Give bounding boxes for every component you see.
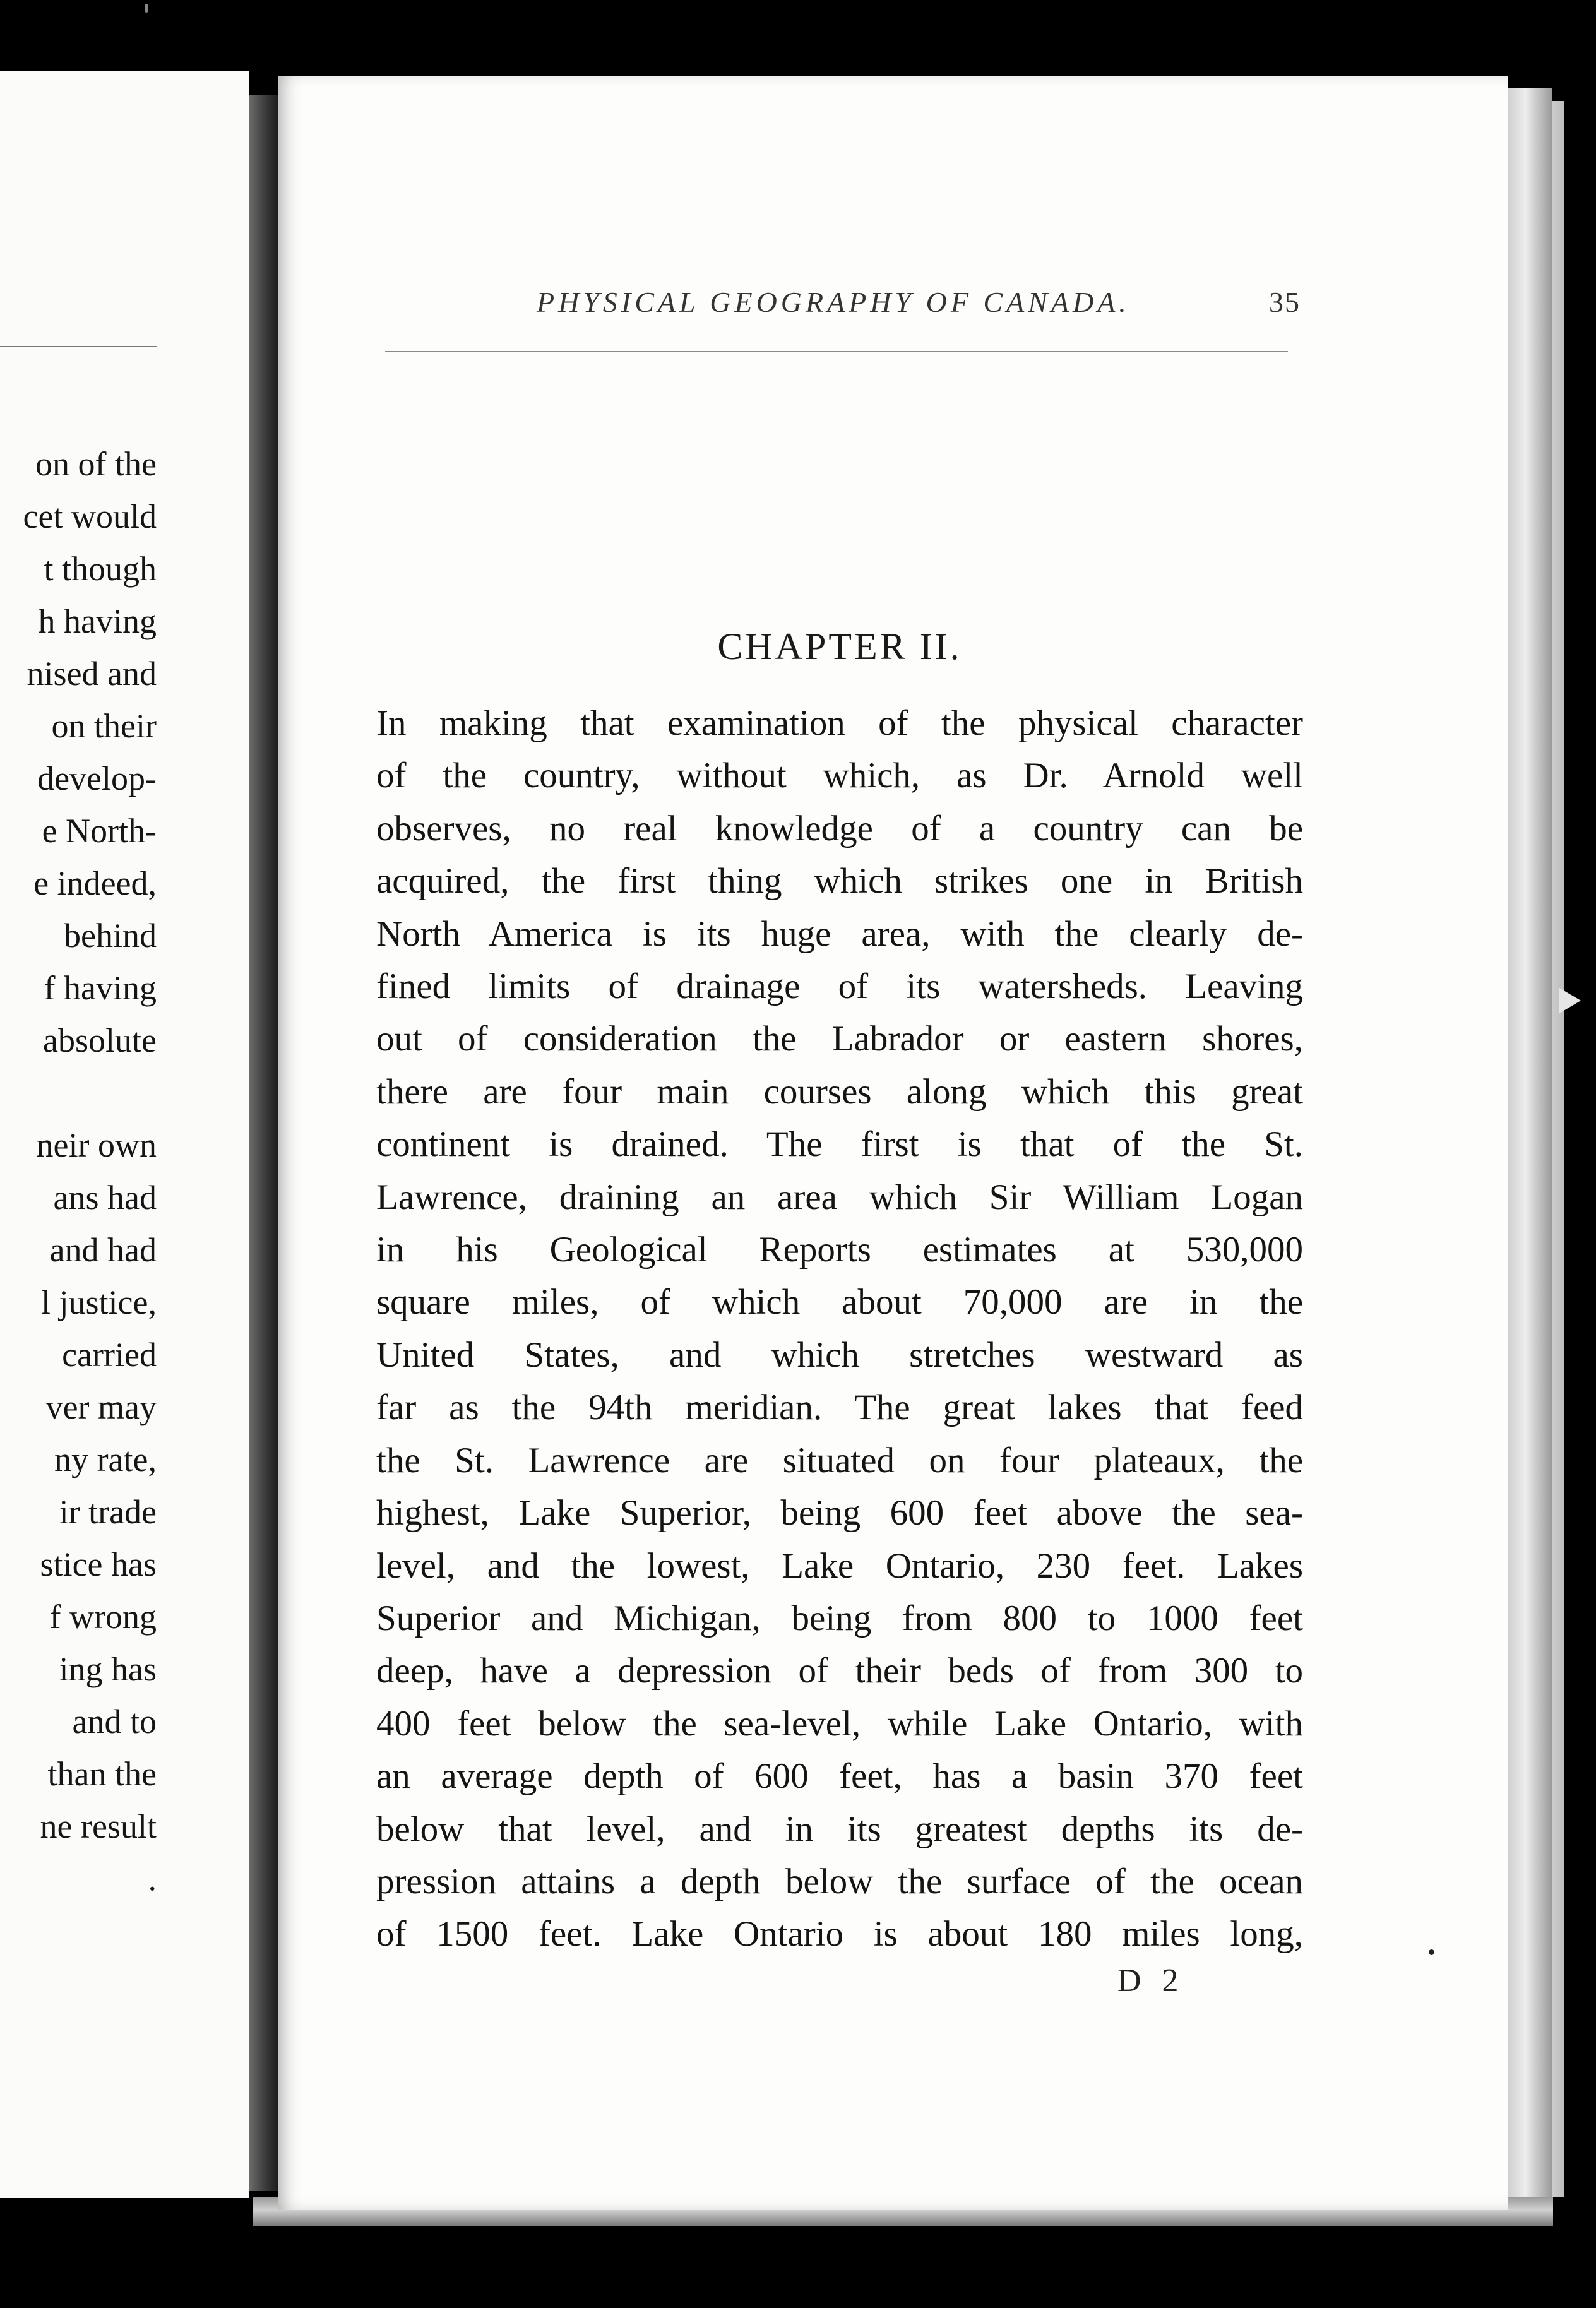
page-number: 35 bbox=[1269, 286, 1301, 318]
text-line: square miles, of which about 70,000 are in the bbox=[376, 1282, 1303, 1323]
left-page-line: neir own bbox=[36, 1126, 157, 1164]
left-page-line: nised and bbox=[27, 655, 157, 693]
text-line: observes, no real knowledge of a country can be bbox=[376, 808, 1303, 848]
left-page-line: f having bbox=[44, 969, 157, 1007]
left-page-line: stice has bbox=[40, 1545, 157, 1583]
text-line: below that level, and in its greatest depths its de- bbox=[376, 1809, 1303, 1849]
left-page-line: absolute bbox=[43, 1021, 157, 1059]
left-page-line: cet would bbox=[23, 497, 157, 535]
body-text bbox=[376, 697, 1303, 1961]
page-edge bbox=[1508, 88, 1552, 2203]
text-line: level, and the lowest, Lake Ontario, 230 feet. Lakes bbox=[376, 1545, 1303, 1586]
text-line: pression attains a depth below the surface of the ocean bbox=[376, 1861, 1303, 1901]
left-page-line: ne result bbox=[40, 1807, 157, 1845]
text-line: North America is its huge area, with the clearly de- bbox=[376, 913, 1303, 954]
left-page-line: ans had bbox=[53, 1179, 157, 1216]
left-page-line: f wrong bbox=[49, 1598, 157, 1636]
left-page-line: t though bbox=[44, 550, 157, 588]
left-page-line: behind bbox=[64, 917, 157, 955]
text-line: out of consideration the Labrador or eastern shores, bbox=[376, 1019, 1303, 1059]
text-line: highest, Lake Superior, being 600 feet above the sea- bbox=[376, 1493, 1303, 1533]
text-line: Lawrence, draining an area which Sir William Logan bbox=[376, 1177, 1303, 1217]
left-page-line: ver may bbox=[45, 1388, 157, 1426]
text-line: the St. Lawrence are situated on four plateaux, the bbox=[376, 1440, 1303, 1480]
text-line: there are four main courses along which this great bbox=[376, 1071, 1303, 1112]
left-page-text bbox=[0, 438, 157, 1905]
left-page-line: than the bbox=[47, 1755, 157, 1793]
facing-page-left bbox=[0, 71, 249, 2198]
text-line: of 1500 feet. Lake Ontario is about 180 miles long, bbox=[376, 1914, 1303, 1954]
left-page-line: ir trade bbox=[59, 1493, 157, 1531]
chapter-title: CHAPTER II. bbox=[717, 626, 962, 667]
left-page-line: ing has bbox=[59, 1650, 157, 1688]
running-head-title: PHYSICAL GEOGRAPHY OF CANADA. bbox=[537, 286, 1130, 318]
left-page-line: on of the bbox=[35, 445, 157, 483]
signature-mark: D 2 bbox=[1117, 1963, 1185, 1999]
left-page-line: . bbox=[148, 1860, 157, 1898]
left-page-line: develop- bbox=[37, 759, 157, 797]
text-line: far as the 94th meridian. The great lakes that feed bbox=[376, 1388, 1303, 1428]
text-line: In making that examination of the physical character bbox=[376, 703, 1303, 743]
text-line: continent is drained. The first is that of the St. bbox=[376, 1124, 1303, 1165]
text-line: fined limits of drainage of its watersheds. Leaving bbox=[376, 967, 1303, 1007]
left-page-line: and to bbox=[72, 1703, 157, 1740]
left-page-line: l justice, bbox=[41, 1283, 157, 1321]
ink-speck bbox=[1429, 1949, 1434, 1955]
text-line: of the country, without which, as Dr. Arnold well bbox=[376, 756, 1303, 796]
running-head-rule bbox=[385, 351, 1288, 352]
left-page-line: carried bbox=[62, 1336, 157, 1374]
text-line: Superior and Michigan, being from 800 to 1000 feet bbox=[376, 1598, 1303, 1638]
left-page-head-rule bbox=[0, 346, 157, 347]
left-page-line bbox=[0, 1067, 157, 1119]
left-page-line: ny rate, bbox=[54, 1441, 157, 1478]
text-line: 400 feet below the sea-level, while Lake Ontario, with bbox=[376, 1703, 1303, 1744]
left-page-line: e North- bbox=[42, 812, 157, 850]
running-head bbox=[537, 285, 1301, 319]
text-line: an average depth of 600 feet, has a basin 370 feet bbox=[376, 1756, 1303, 1797]
text-line: in his Geological Reports estimates at 530,000 bbox=[376, 1230, 1303, 1270]
left-page-line: h having bbox=[38, 602, 157, 640]
text-line: acquired, the first thing which strikes one in British bbox=[376, 861, 1303, 901]
left-page-line: e indeed, bbox=[33, 864, 157, 902]
text-line: United States, and which stretches westward as bbox=[376, 1335, 1303, 1375]
text-line: deep, have a depression of their beds of from 300 to bbox=[376, 1651, 1303, 1691]
left-page-line: on their bbox=[51, 707, 157, 745]
left-page-line: and had bbox=[49, 1231, 157, 1269]
ink-speck bbox=[145, 4, 148, 13]
